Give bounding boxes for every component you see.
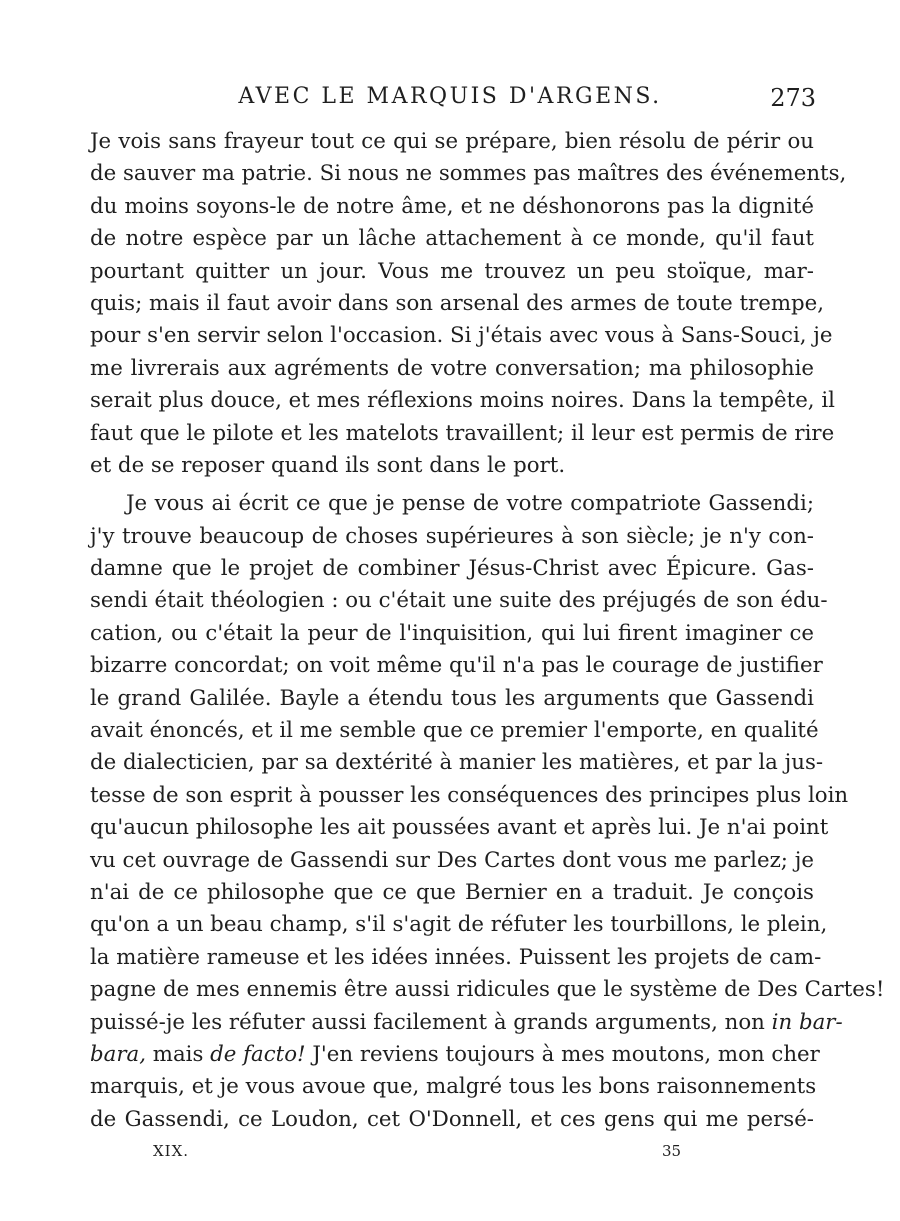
- text-line: qu'aucun philosophe les ait poussées avant et après lui. Je n'ai point: [90, 815, 829, 841]
- text-line: me livrerais aux agréments de votre conversation; ma philosophie: [90, 355, 814, 381]
- text-line: n'ai de ce philosophe que ce que Bernier en a traduit. Je conçois: [90, 879, 814, 905]
- text-line: faut que le pilote et les matelots travaillent; il leur est permis de rire: [90, 420, 835, 446]
- text-line: le grand Galilée. Bayle a étendu tous les arguments que Gassendi: [90, 685, 814, 711]
- running-title: AVEC LE MARQUIS D'ARGENS.: [238, 84, 662, 109]
- text-line: cation, ou c'était la peur de l'inquisition, qui lui firent imaginer ce: [90, 620, 814, 646]
- signature-mark: XIX.: [153, 1142, 190, 1160]
- text-line: [90, 1039, 820, 1071]
- text-line: avait énoncés, et il me semble que ce premier l'emporte, en qualité: [90, 718, 819, 744]
- italic-latin-phrase: de facto!: [210, 1041, 306, 1067]
- text-line: Je vois sans frayeur tout ce qui se prépare, bien résolu de périr ou: [90, 129, 814, 154]
- page-number: 273: [770, 84, 816, 112]
- text-line: du moins soyons-le de notre âme, et ne déshonorons pas la dignité: [90, 193, 814, 219]
- text-line: de notre espèce par un lâche attachement à ce monde, qu'il faut: [90, 226, 814, 252]
- text-line: vu cet ouvrage de Gassendi sur Des Cartes dont vous me parlez; je: [90, 847, 814, 873]
- italic-latin-phrase: bara,: [90, 1041, 146, 1067]
- text-line: damne que le projet de combiner Jésus-Christ avec Épicure. Gas-: [90, 556, 814, 582]
- text-line: la matière rameuse et les idées innées. Puissent les projets de cam-: [90, 944, 822, 970]
- text-line: bizarre concordat; on voit même qu'il n'a pas le courage de justifier: [90, 653, 823, 679]
- text-line: quis; mais il faut avoir dans son arsenal des armes de toute trempe,: [90, 290, 825, 316]
- text-line: de sauver ma patrie. Si nous ne sommes pas maîtres des événements,: [90, 161, 847, 187]
- text-segment: puissé-je les réfuter aussi facilement à grands arguments, non: [90, 1009, 772, 1035]
- sheet-number: 35: [662, 1142, 682, 1160]
- text-line: serait plus douce, et mes réflexions moins noires. Dans la tempête, il: [90, 388, 835, 414]
- text-line: Je vous ai écrit ce que je pense de votre compatriote Gassendi;: [126, 491, 814, 517]
- text-line: marquis, et je vous avoue que, malgré tous les bons raisonnements: [90, 1074, 817, 1100]
- text-line: et de se reposer quand ils sont dans le port.: [90, 452, 566, 478]
- text-line: de Gassendi, ce Loudon, cet O'Donnell, et ces gens qui me persé-: [90, 1106, 814, 1132]
- text-line: [90, 1007, 843, 1039]
- text-line: sendi était théologien : ou c'était une suite des préjugés de son édu-: [90, 588, 828, 614]
- text-line: qu'on a un beau champ, s'il s'agit de réfuter les tourbillons, le plein,: [90, 912, 828, 938]
- italic-latin-phrase: in bar-: [771, 1009, 843, 1035]
- text-segment: mais: [145, 1041, 211, 1067]
- body-text: [90, 126, 885, 1136]
- text-line: pourtant quitter un jour. Vous me trouvez un peu stoïque, mar-: [90, 258, 814, 284]
- running-head: [0, 84, 900, 118]
- paragraph-2: [90, 488, 885, 1136]
- text-line: de dialecticien, par sa dextérité à manier les matières, et par la jus-: [90, 750, 824, 776]
- text-line: tesse de son esprit à pousser les conséquences des principes plus loin: [90, 782, 849, 808]
- text-line: pour s'en servir selon l'occasion. Si j'étais avec vous à Sans-Souci, je: [90, 323, 833, 349]
- text-segment: J'en reviens toujours à mes moutons, mon cher: [305, 1041, 820, 1067]
- text-line: pagne de mes ennemis être aussi ridicules que le système de Des Cartes!: [90, 977, 885, 1003]
- text-line: j'y trouve beaucoup de choses supérieures à son siècle; je n'y con-: [90, 523, 814, 549]
- page-footer: [0, 1142, 900, 1164]
- paragraph-1: [90, 126, 847, 482]
